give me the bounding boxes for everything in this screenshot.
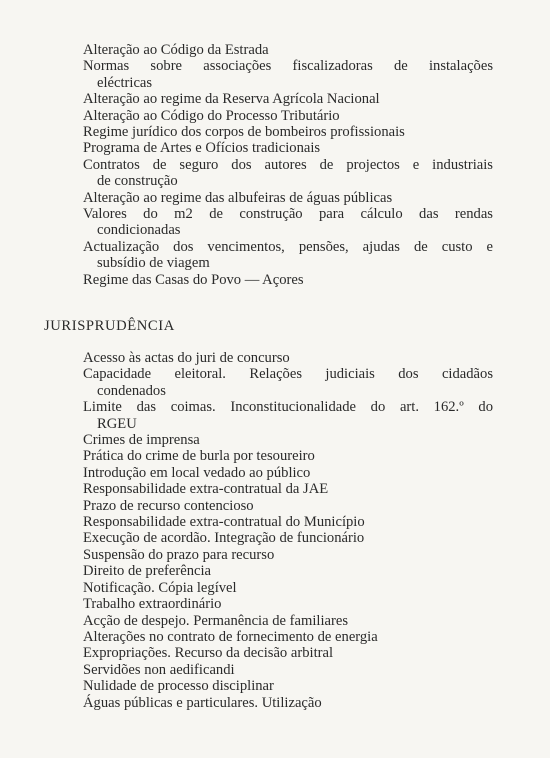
list-item-text: Responsabilidade extra-contratual da JAE <box>83 481 329 498</box>
list-item <box>83 629 493 645</box>
list-item <box>83 596 493 612</box>
list-item-text: Notificação. Cópia legível <box>83 579 237 596</box>
list-item-text: Limite das coimas. Inconstitucionalidade do art. 162.º do <box>83 399 493 416</box>
list-item <box>83 190 493 206</box>
list-item-continuation: subsídio de viagem <box>97 255 210 272</box>
list-item-continuation: condenados <box>97 382 166 399</box>
list-item <box>83 140 493 156</box>
section-heading-jurisprudencia: JURISPRUDÊNCIA <box>44 318 175 334</box>
list-item-text: Alterações no contrato de fornecimento de energia <box>83 628 378 645</box>
legislation-list <box>83 42 493 288</box>
list-item <box>83 239 493 272</box>
list-item <box>83 157 493 190</box>
list-item-text: Contratos de seguro dos autores de projectos e industriais <box>83 156 493 173</box>
list-item <box>83 366 493 399</box>
list-item-text: Alteração ao Código do Processo Tributário <box>83 107 340 124</box>
list-item <box>83 695 493 711</box>
list-item <box>83 272 493 288</box>
list-item-text: Actualização dos vencimentos, pensões, ajudas de custo e <box>83 238 493 255</box>
list-item-text: Capacidade eleitoral. Relações judiciais dos cidadãos <box>83 366 493 383</box>
list-item-text: Alteração ao regime da Reserva Agrícola Nacional <box>83 91 380 108</box>
list-item-text: Trabalho extraordinário <box>83 596 222 613</box>
list-item-text: Prazo de recurso contencioso <box>83 497 254 514</box>
list-item <box>83 399 493 432</box>
list-item-text: Nulidade de processo disciplinar <box>83 678 274 695</box>
list-item-text: Suspensão do prazo para recurso <box>83 546 275 563</box>
list-item <box>83 42 493 58</box>
list-item <box>83 530 493 546</box>
list-item-continuation: eléctricas <box>97 74 153 91</box>
list-item-text: Águas públicas e particulares. Utilização <box>83 694 322 711</box>
list-item <box>83 547 493 563</box>
list-item-text: Valores do m2 de construção para cálculo das rendas <box>83 206 493 223</box>
list-item-continuation: de construção <box>97 173 178 190</box>
list-item <box>83 91 493 107</box>
list-item-text: Responsabilidade extra-contratual do Município <box>83 514 365 531</box>
list-item <box>83 645 493 661</box>
list-item-continuation: RGEU <box>97 415 137 432</box>
list-item <box>83 613 493 629</box>
list-item <box>83 432 493 448</box>
list-item-text: Regime jurídico dos corpos de bombeiros profissionais <box>83 124 405 141</box>
list-item <box>83 678 493 694</box>
list-item-text: Normas sobre associações fiscalizadoras de instalações <box>83 58 493 75</box>
list-item-text: Programa de Artes e Ofícios tradicionais <box>83 140 321 157</box>
list-item-continuation: condicionadas <box>97 222 181 239</box>
list-item <box>83 481 493 497</box>
list-item-text: Introdução em local vedado ao público <box>83 464 311 481</box>
list-item <box>83 563 493 579</box>
list-item-text: Expropriações. Recurso da decisão arbitral <box>83 645 334 662</box>
list-item-text: Execução de acordão. Integração de funcionário <box>83 530 365 547</box>
list-item-text: Direito de preferência <box>83 563 212 580</box>
list-item <box>83 465 493 481</box>
list-item-text: Servidões non aedificandi <box>83 661 235 678</box>
list-item <box>83 580 493 596</box>
list-item <box>83 514 493 530</box>
list-item <box>83 350 493 366</box>
list-item-text: Crimes de imprensa <box>83 432 200 449</box>
list-item-text: Prática do crime de burla por tesoureiro <box>83 448 315 465</box>
list-item <box>83 58 493 91</box>
list-item <box>83 662 493 678</box>
list-item-text: Regime das Casas do Povo — Açores <box>83 271 304 288</box>
list-item-text: Acção de despejo. Permanência de familiares <box>83 612 348 629</box>
list-item <box>83 206 493 239</box>
list-item <box>83 498 493 514</box>
list-item-text: Alteração ao Código da Estrada <box>83 42 269 58</box>
list-item <box>83 124 493 140</box>
list-item <box>83 448 493 464</box>
list-item-text: Alteração ao regime das albufeiras de águas públicas <box>83 189 393 206</box>
list-item-text: Acesso às actas do juri de concurso <box>83 350 290 366</box>
jurisprudence-list <box>83 350 493 711</box>
list-item <box>83 108 493 124</box>
